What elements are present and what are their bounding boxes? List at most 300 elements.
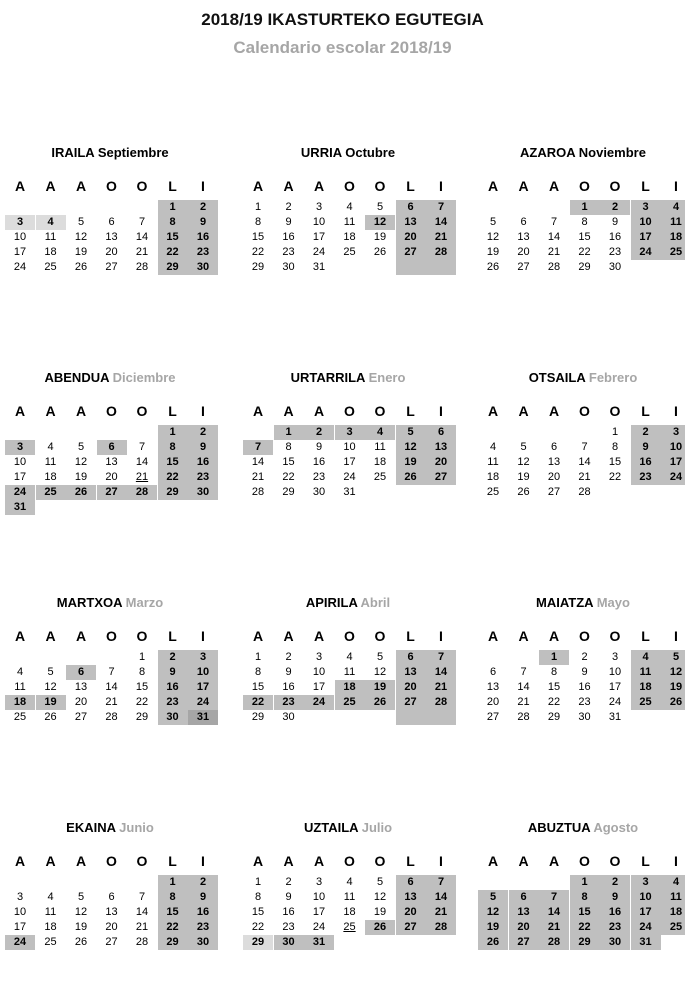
day-cell: 21 [135, 246, 149, 258]
day-cell: 4 [346, 876, 353, 888]
day-cell: 17 [13, 246, 27, 258]
day-cell: 9 [188, 440, 218, 455]
day-cell: 22 [251, 921, 265, 933]
day-cell: 29 [158, 485, 188, 500]
day-cell: 3 [631, 875, 661, 890]
day-cell: 14 [251, 456, 265, 468]
weekday-header: A [75, 628, 87, 644]
day-cell: 20 [396, 905, 426, 920]
weekday-header: A [487, 403, 499, 419]
day-cell: 10 [312, 216, 326, 228]
day-cell: 10 [13, 906, 27, 918]
day-cell: 1 [274, 425, 304, 440]
day-cell: 14 [135, 906, 149, 918]
day-cell: 19 [74, 921, 88, 933]
day-cell: 18 [44, 246, 57, 258]
day-cell: 20 [396, 230, 426, 245]
day-cell: 26 [66, 485, 96, 500]
day-cell: 12 [74, 456, 88, 468]
day-cell: 19 [36, 695, 66, 710]
day-cell: 30 [608, 261, 622, 273]
day-cell: 11 [44, 231, 57, 243]
weekday-header: L [168, 628, 177, 644]
day-cell: 20 [74, 696, 88, 708]
day-cell: 1 [254, 651, 262, 663]
day-cell: 20 [105, 471, 118, 483]
day-cell: 14 [547, 231, 561, 243]
day-cell: 4 [661, 875, 685, 890]
day-cell: 4 [36, 215, 66, 230]
day-cell: 19 [74, 471, 88, 483]
day-cell: 3 [188, 650, 218, 665]
day-cell: 31 [312, 261, 326, 273]
day-cell: 7 [138, 441, 146, 453]
day-cell: 24 [631, 245, 661, 260]
weekday-header: A [14, 403, 26, 419]
weekday-header: A [518, 628, 529, 644]
day-cell: 28 [127, 485, 157, 500]
day-cell: 19 [373, 231, 387, 243]
day-cell: 12 [396, 440, 426, 455]
day-cell: 3 [631, 200, 661, 215]
day-cell: 20 [517, 246, 530, 258]
day-cell: 29 [282, 486, 295, 498]
weekday-header: A [252, 403, 264, 419]
day-cell: 20 [509, 920, 539, 935]
weekday-header: O [609, 178, 621, 194]
day-cell: 1 [158, 200, 188, 215]
day-cell: 25 [13, 711, 27, 723]
weekday-header: O [106, 628, 117, 644]
day-cell: 12 [478, 905, 508, 920]
day-cell: 28 [547, 261, 561, 273]
month-name [243, 820, 453, 835]
day-cell: 23 [282, 246, 295, 258]
day-cell: 15 [135, 681, 149, 693]
weekday-header: O [344, 628, 355, 644]
weekday-header: L [168, 853, 177, 869]
day-cell: 4 [365, 425, 395, 440]
day-cell: 13 [396, 665, 426, 680]
day-cell: 10 [188, 665, 218, 680]
day-cell: 23 [158, 695, 188, 710]
day-cell: 5 [520, 441, 527, 453]
day-cell: 19 [661, 680, 685, 695]
day-cell: 26 [486, 261, 500, 273]
day-cell: 25 [661, 920, 685, 935]
day-cell: 10 [661, 440, 685, 455]
day-cell: 7 [426, 200, 456, 215]
day-cell: 1 [570, 875, 600, 890]
day-cell: 3 [611, 651, 619, 663]
day-cell: 29 [251, 261, 265, 273]
day-cell: 1 [254, 201, 262, 213]
day-cell: 29 [158, 260, 188, 275]
month-name [243, 370, 453, 385]
day-cell: 10 [631, 890, 661, 905]
day-cell: 14 [135, 456, 149, 468]
weekday-header: A [252, 853, 264, 869]
day-cell: 13 [396, 215, 426, 230]
month-name-basque: EKAINA [66, 820, 116, 835]
day-cell: 24 [304, 695, 334, 710]
weekday-header: L [641, 853, 650, 869]
day-cell: 2 [581, 651, 588, 663]
day-cell: 29 [158, 935, 188, 950]
weekday-header: O [579, 853, 590, 869]
day-cell: 16 [608, 231, 622, 243]
day-cell: 18 [335, 680, 365, 695]
day-cell: 28 [539, 935, 569, 950]
day-cell: 8 [138, 666, 146, 678]
day-cell: 19 [373, 906, 387, 918]
day-cell: 17 [13, 471, 27, 483]
day-cell: 5 [77, 891, 85, 903]
day-cell: 27 [396, 920, 426, 935]
month-name [5, 370, 215, 385]
weekday-header: I [201, 403, 205, 419]
day-cell: 5 [661, 650, 685, 665]
day-cell: 15 [251, 681, 265, 693]
day-cell: 20 [486, 696, 500, 708]
day-cell: 25 [36, 485, 66, 500]
day-cell: 27 [97, 485, 127, 500]
day-cell: 26 [74, 261, 88, 273]
day-cell: 27 [74, 711, 88, 723]
empty-day-cell [426, 710, 456, 725]
day-cell: 20 [547, 471, 561, 483]
day-cell: 12 [44, 681, 57, 693]
day-cell: 21 [135, 471, 149, 483]
day-cell: 22 [158, 470, 188, 485]
day-cell: 17 [188, 680, 218, 695]
month-name-basque: OTSAILA [528, 370, 586, 385]
day-cell: 22 [158, 245, 188, 260]
day-cell: 22 [251, 246, 265, 258]
day-cell: 27 [105, 936, 118, 948]
day-cell: 24 [5, 485, 35, 500]
day-cell: 21 [105, 696, 118, 708]
month-name-basque: ABENDUA [44, 370, 110, 385]
day-cell: 29 [570, 935, 600, 950]
weekday-header: L [641, 628, 650, 644]
day-cell: 21 [426, 230, 456, 245]
day-cell: 7 [581, 441, 588, 453]
month-name-basque: URRIA [300, 145, 342, 160]
day-cell: 2 [188, 200, 218, 215]
month-name-spanish: Noviembre [578, 145, 646, 160]
weekday-header: A [14, 178, 26, 194]
weekday-header: L [168, 403, 177, 419]
empty-day-cell [396, 710, 426, 725]
day-cell: 7 [426, 650, 456, 665]
weekday-header: I [674, 403, 678, 419]
day-cell: 23 [188, 470, 218, 485]
day-cell: 20 [105, 246, 118, 258]
day-cell: 5 [47, 666, 54, 678]
page-subtitle: Calendario escolar 2018/19 [233, 38, 452, 57]
weekday-header: O [344, 178, 355, 194]
day-cell: 13 [396, 890, 426, 905]
weekday-header: I [439, 853, 443, 869]
day-cell: 6 [426, 425, 456, 440]
day-cell: 21 [539, 920, 569, 935]
day-cell: 1 [539, 650, 569, 665]
weekday-header: O [374, 628, 386, 644]
day-cell: 23 [282, 921, 295, 933]
day-cell: 1 [570, 200, 600, 215]
day-cell: 1 [158, 875, 188, 890]
day-cell: 11 [44, 906, 57, 918]
day-cell: 15 [282, 456, 295, 468]
day-cell: 9 [158, 665, 188, 680]
day-cell: 7 [138, 891, 146, 903]
day-cell: 12 [517, 456, 530, 468]
day-cell: 9 [285, 891, 292, 903]
day-cell: 8 [611, 441, 619, 453]
month-name [5, 595, 215, 610]
month-name-basque: UZTAILA [303, 820, 359, 835]
day-cell: 29 [243, 935, 273, 950]
weekday-header: A [548, 628, 560, 644]
day-cell: 3 [335, 425, 365, 440]
day-cell: 22 [282, 471, 295, 483]
day-cell: 9 [315, 441, 323, 453]
day-cell: 11 [343, 666, 356, 678]
day-cell: 31 [188, 710, 218, 725]
day-cell: 15 [547, 681, 561, 693]
day-cell: 28 [578, 486, 591, 498]
day-cell: 2 [600, 875, 630, 890]
day-cell: 3 [315, 876, 323, 888]
day-cell: 26 [74, 936, 88, 948]
month-name-spanish: Junio [119, 820, 154, 835]
day-cell: 12 [373, 666, 387, 678]
day-cell: 12 [365, 215, 395, 230]
weekday-header: A [548, 403, 560, 419]
day-cell: 16 [158, 680, 188, 695]
day-cell: 25 [486, 486, 500, 498]
day-cell: 17 [343, 456, 356, 468]
day-cell: 5 [376, 201, 384, 213]
day-cell: 13 [547, 456, 561, 468]
day-cell: 29 [135, 711, 149, 723]
day-cell: 17 [631, 230, 661, 245]
day-cell: 11 [661, 890, 685, 905]
day-cell: 22 [243, 695, 273, 710]
day-cell: 23 [188, 920, 218, 935]
day-cell: 14 [517, 681, 530, 693]
day-cell: 12 [661, 665, 685, 680]
weekday-header: A [313, 853, 325, 869]
day-cell: 4 [489, 441, 497, 453]
day-cell: 21 [578, 471, 591, 483]
day-cell: 8 [158, 215, 188, 230]
day-cell: 18 [343, 906, 356, 918]
weekday-header: A [548, 178, 560, 194]
day-cell: 22 [608, 471, 622, 483]
weekday-header: O [106, 403, 117, 419]
day-cell: 14 [105, 681, 118, 693]
weekday-header: L [641, 403, 650, 419]
day-cell: 18 [661, 905, 685, 920]
day-cell: 15 [158, 230, 188, 245]
day-cell: 31 [631, 935, 661, 950]
day-cell: 1 [158, 425, 188, 440]
day-cell: 26 [517, 486, 530, 498]
day-cell: 10 [13, 456, 27, 468]
day-cell: 2 [600, 200, 630, 215]
day-cell: 17 [312, 681, 326, 693]
day-cell: 29 [251, 711, 265, 723]
day-cell: 12 [373, 891, 387, 903]
month-name-spanish: Julio [361, 820, 393, 835]
day-cell: 9 [600, 890, 630, 905]
day-cell: 25 [343, 246, 356, 258]
day-cell: 6 [520, 216, 527, 228]
day-cell: 4 [661, 200, 685, 215]
month-name-spanish: Septiembre [97, 145, 169, 160]
day-cell: 10 [343, 441, 356, 453]
weekday-header: O [344, 853, 355, 869]
day-cell: 23 [600, 920, 630, 935]
day-cell: 3 [315, 651, 323, 663]
day-cell: 11 [343, 216, 356, 228]
day-cell: 26 [365, 920, 395, 935]
day-cell: 11 [343, 891, 356, 903]
day-cell: 8 [581, 216, 588, 228]
day-cell: 25 [44, 936, 57, 948]
weekday-header: O [609, 403, 621, 419]
day-cell: 24 [188, 695, 218, 710]
weekday-header: I [201, 178, 205, 194]
month-name [478, 820, 685, 835]
weekday-header: A [283, 178, 294, 194]
month-name-spanish: Diciembre [112, 370, 176, 385]
day-cell: 7 [539, 890, 569, 905]
day-cell: 20 [105, 921, 118, 933]
day-cell: 9 [581, 666, 588, 678]
day-cell: 4 [47, 441, 54, 453]
month-name [478, 595, 685, 610]
day-cell: 30 [188, 260, 218, 275]
day-cell: 14 [539, 905, 569, 920]
day-cell: 3 [5, 440, 35, 455]
month-name-basque: APIRILA [305, 595, 358, 610]
month-name [5, 820, 215, 835]
day-cell: 10 [312, 666, 326, 678]
day-cell: 4 [47, 891, 54, 903]
day-cell: 26 [365, 695, 395, 710]
weekday-header: O [609, 628, 621, 644]
day-cell: 24 [608, 696, 622, 708]
day-cell: 21 [426, 680, 456, 695]
day-cell: 29 [547, 711, 561, 723]
weekday-header: A [252, 178, 264, 194]
weekday-header: O [136, 628, 148, 644]
weekday-header: O [609, 853, 621, 869]
day-cell: 24 [5, 935, 35, 950]
day-cell: 20 [426, 455, 456, 470]
month-name [243, 145, 453, 160]
day-cell: 7 [550, 216, 558, 228]
day-cell: 26 [44, 711, 57, 723]
day-cell: 13 [105, 906, 118, 918]
weekday-header: A [45, 853, 56, 869]
weekday-header: O [579, 628, 590, 644]
day-cell: 2 [188, 425, 218, 440]
day-cell: 31 [304, 935, 334, 950]
day-cell: 25 [661, 245, 685, 260]
day-cell: 16 [282, 231, 295, 243]
day-cell: 8 [254, 891, 262, 903]
weekday-header: L [406, 853, 415, 869]
weekday-header: I [439, 628, 443, 644]
day-cell: 18 [486, 471, 500, 483]
day-cell: 12 [74, 231, 88, 243]
weekday-header: O [579, 178, 590, 194]
day-cell: 9 [285, 216, 292, 228]
day-cell: 16 [312, 456, 326, 468]
day-cell: 28 [251, 486, 265, 498]
month-name-basque: URTARRILA [290, 370, 365, 385]
month-name-spanish: Enero [368, 370, 406, 385]
weekday-header: I [201, 853, 205, 869]
weekday-header: A [548, 853, 560, 869]
weekday-header: A [313, 403, 325, 419]
day-cell: 28 [135, 261, 149, 273]
day-cell: 16 [631, 455, 661, 470]
day-cell: 24 [343, 471, 356, 483]
day-cell: 28 [426, 245, 456, 260]
day-cell: 5 [489, 216, 497, 228]
day-cell: 14 [578, 456, 591, 468]
day-cell: 5 [77, 216, 85, 228]
day-cell: 6 [396, 875, 426, 890]
day-cell: 20 [396, 680, 426, 695]
weekday-header: O [136, 853, 148, 869]
day-cell: 19 [478, 920, 508, 935]
day-cell: 22 [547, 696, 561, 708]
day-cell: 2 [285, 201, 292, 213]
weekday-header: A [283, 853, 294, 869]
day-cell: 5 [376, 651, 384, 663]
weekday-header: I [674, 853, 678, 869]
day-cell: 30 [188, 935, 218, 950]
day-cell: 25 [373, 471, 387, 483]
day-cell: 23 [274, 695, 304, 710]
day-cell: 26 [396, 470, 426, 485]
day-cell: 3 [315, 201, 323, 213]
weekday-header: I [674, 628, 678, 644]
day-cell: 8 [570, 890, 600, 905]
day-cell: 11 [44, 456, 57, 468]
weekday-header: L [406, 628, 415, 644]
day-cell: 9 [631, 440, 661, 455]
day-cell: 31 [5, 500, 35, 515]
day-cell: 13 [509, 905, 539, 920]
weekday-header: A [14, 853, 26, 869]
weekday-header: A [283, 403, 294, 419]
month-name-spanish: Febrero [588, 370, 638, 385]
day-cell: 27 [105, 261, 118, 273]
day-cell: 3 [5, 215, 35, 230]
day-cell: 30 [188, 485, 218, 500]
empty-day-cell [396, 260, 426, 275]
day-cell: 11 [14, 681, 26, 693]
day-cell: 5 [478, 890, 508, 905]
day-cell: 8 [550, 666, 558, 678]
